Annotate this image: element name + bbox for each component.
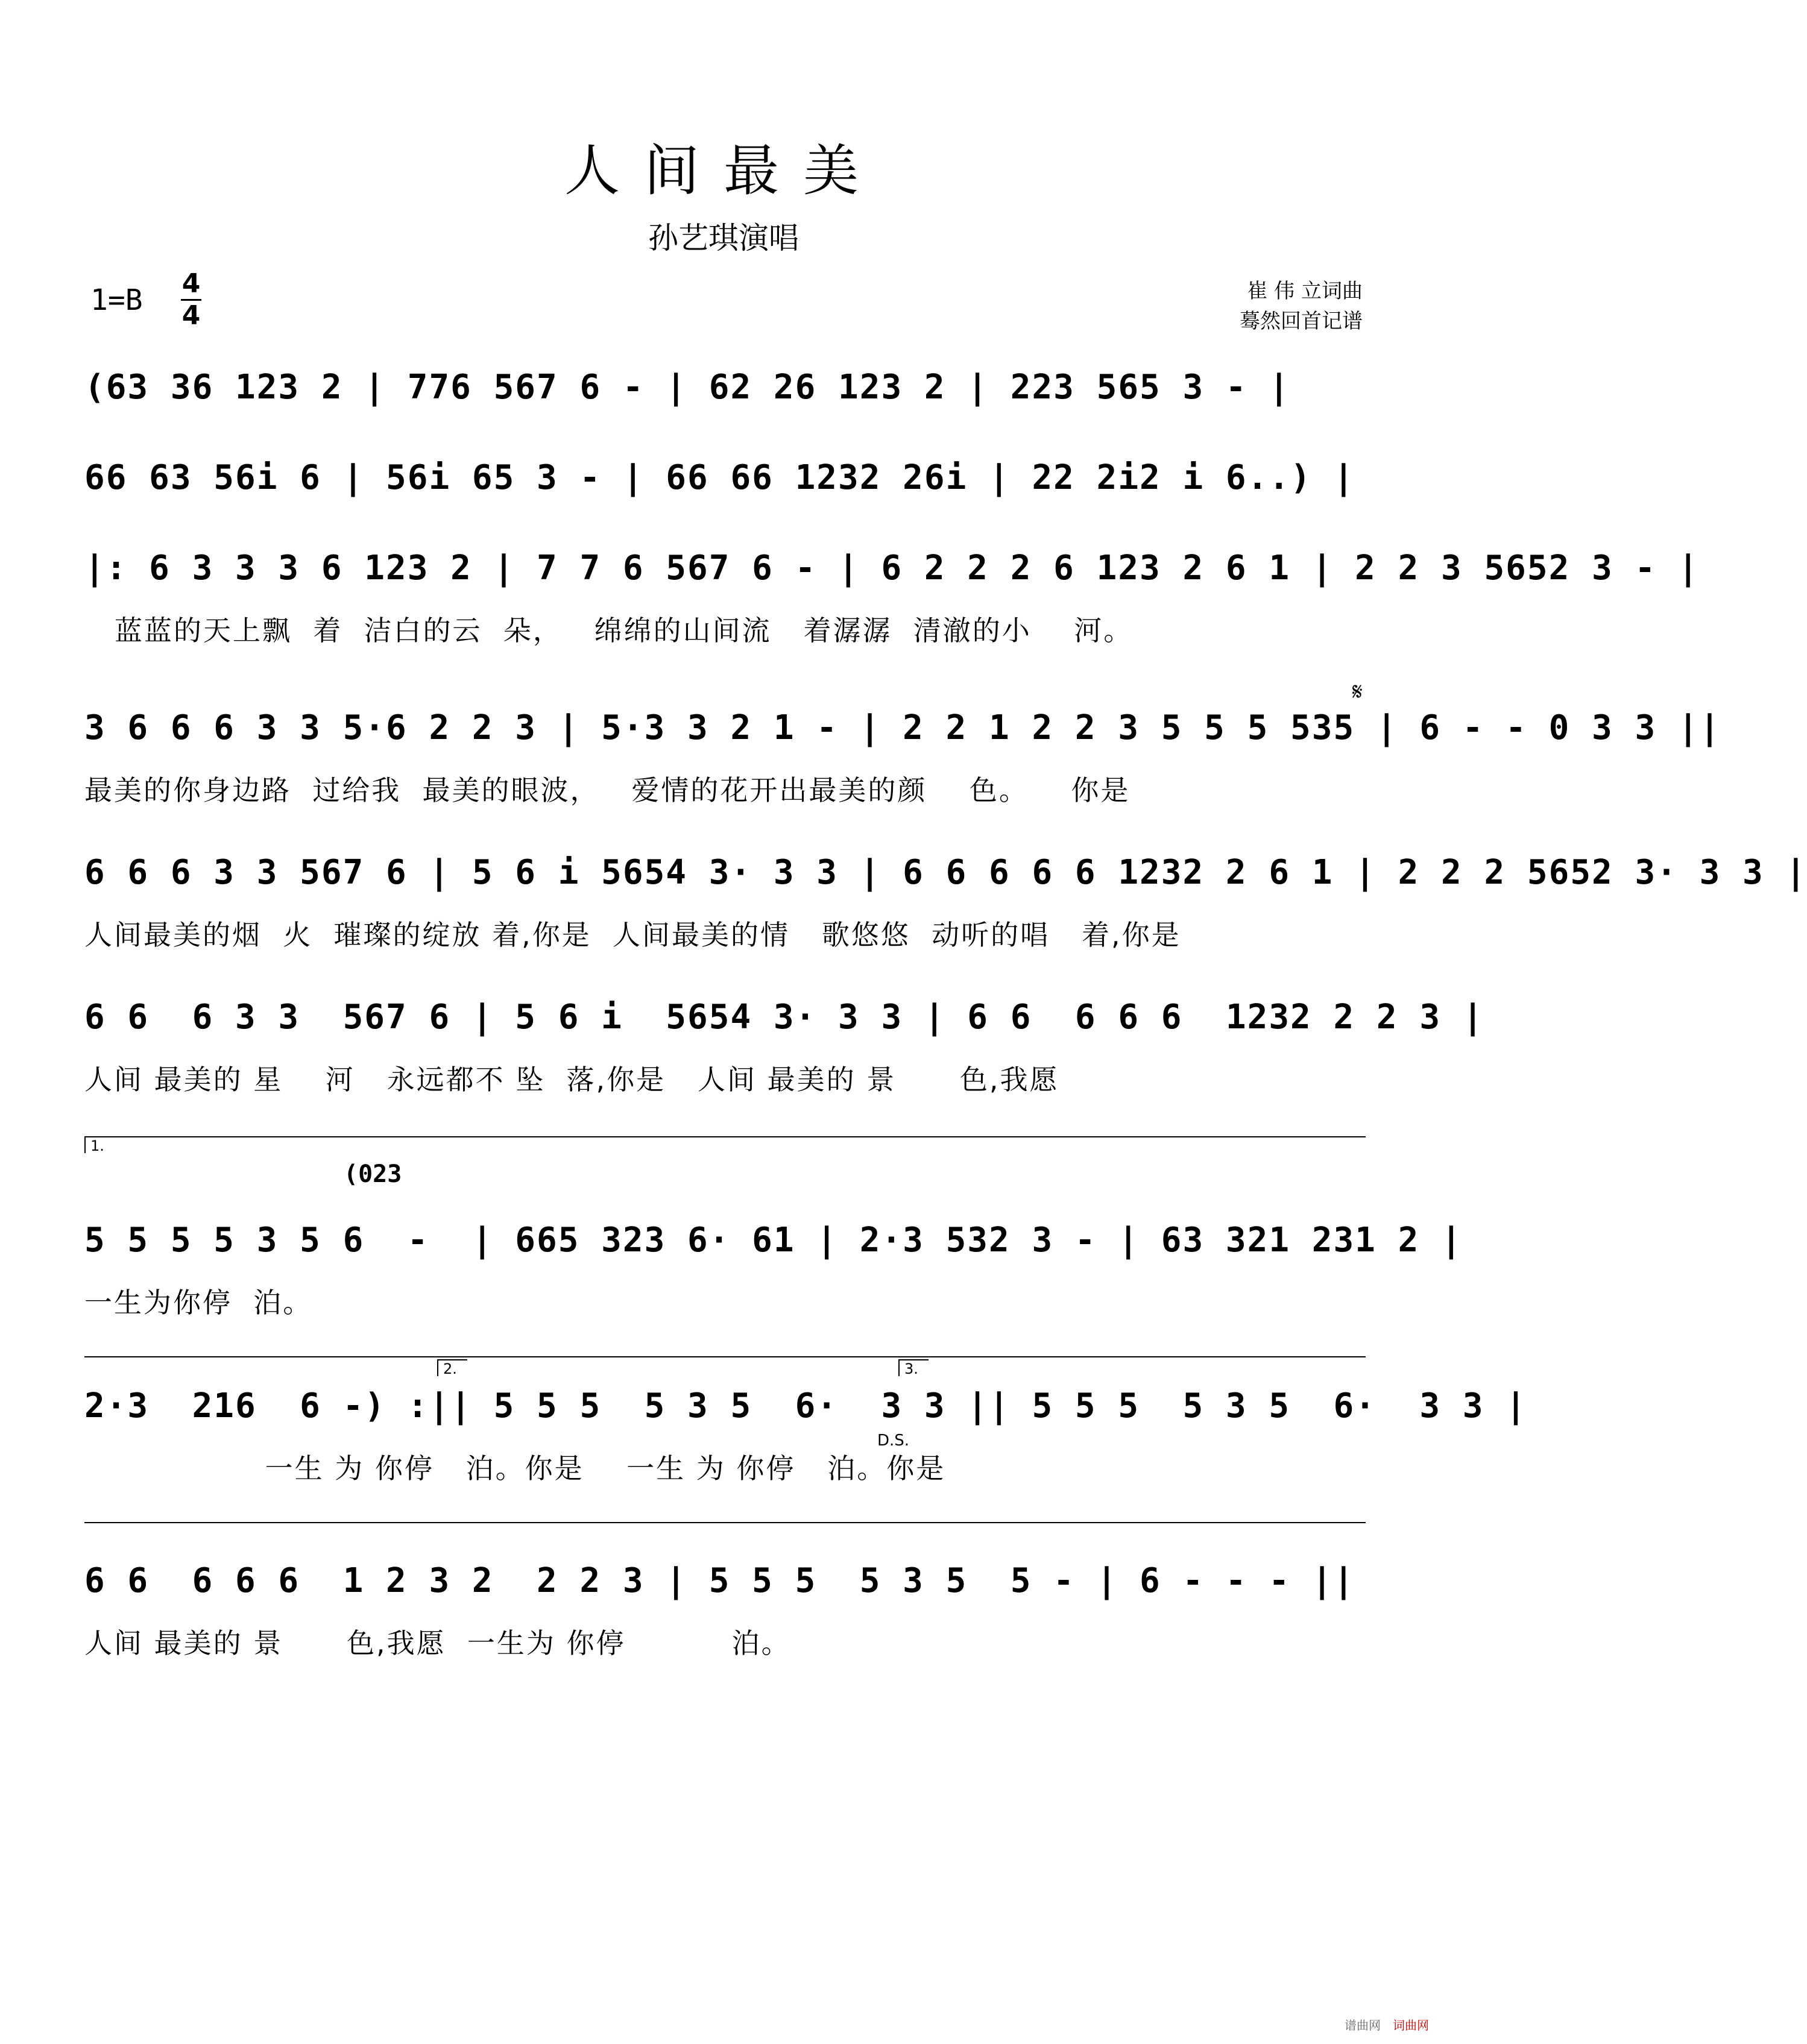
time-signature	[181, 270, 201, 330]
time-sig-top: 4	[181, 268, 201, 299]
lyrics-line: 一生为你停 泊。	[84, 1286, 313, 1319]
segno-sign: 𝄋	[1352, 678, 1363, 706]
performer-subtitle: 孙艺琪演唱	[648, 221, 799, 256]
notes-line: 5 5 5 5 3 5 6 - | 665 323 6· 61 | 2·3 532 3 - | 63 321 231 2 |	[84, 1221, 1463, 1260]
lyrics-line: 最美的你身边路 过给我 最美的眼波， 爱情的花开出最美的颜 色。 你是	[84, 774, 1131, 807]
notes-line: 6 6 6 6 6 1 2 3 2 2 2 3 | 5 5 5 5 3 5 5 - | 6 - - - ||	[84, 1561, 1355, 1600]
volta-bracket-line	[84, 1136, 1366, 1137]
page-title: 人间最美	[564, 139, 883, 203]
lyrics-line: 人间最美的烟 火 璀璨的绽放 着,你是 人间最美的情 歌悠悠 动听的唱 着,你是	[84, 919, 1181, 951]
watermark-site-1: 谱曲网	[1345, 2018, 1381, 2033]
lyrics-line: 人间 最美的 景 色,我愿 一生为 你停 泊。	[84, 1627, 791, 1659]
notes-line: 6 6 6 3 3 567 6 | 5 6 i 5654 3· 3 3 | 6 6 6 6 6 1232 2 2 3 |	[84, 998, 1484, 1037]
lyrics-line: 一生 为 你停 泊。你是 一生 为 你停 泊。你是	[84, 1452, 946, 1485]
lyrics-line: 人间 最美的 星 河 永远都不 坠 落,你是 人间 最美的 景 色,我愿	[84, 1063, 1059, 1096]
notes-line: 3 6 6 6 3 3 5·6 2 2 3 | 5·3 3 2 1 - | 2 2 1 2 2 3 5 5 5 535 | 6 - - 0 3 3 ||	[84, 708, 1721, 747]
notes-line: (63 36 123 2 | 776 567 6 - | 62 26 123 2 | 223 565 3 - |	[84, 368, 1291, 407]
volta-bracket-line	[84, 1356, 1366, 1357]
watermark-site-2: 词曲网	[1393, 2018, 1429, 2033]
notes-line: 2·3 216 6 -) :|| 5 5 5 5 3 5 6· 3 3 || 5 5 5 5 3 5 6· 3 3 |	[84, 1386, 1527, 1426]
volta-3: 3.	[898, 1359, 929, 1376]
time-sig-bottom: 4	[181, 300, 201, 331]
key-signature: 1=B	[90, 283, 143, 317]
transcriber-credit: 蓦然回首记谱	[1240, 309, 1363, 333]
notes-line: 66 63 56i 6 | 56i 65 3 - | 66 66 1232 26i | 22 2i2 i 6..) |	[84, 458, 1355, 497]
lyricist-composer-credit: 崔 伟 立词曲	[1247, 279, 1363, 303]
volta-2: 2.	[437, 1359, 467, 1376]
notes-line: |: 6 3 3 3 6 123 2 | 7 7 6 567 6 - | 6 2 2 2 6 123 2 6 1 | 2 2 3 5652 3 - |	[84, 549, 1700, 588]
notes-line: 6 6 6 3 3 567 6 | 5 6 i 5654 3· 3 3 | 6 6 6 6 6 1232 2 6 1 | 2 2 2 5652 3· 3 3 |	[84, 853, 1807, 892]
lyrics-line: 蓝蓝的天上飘 着 洁白的云 朵， 绵绵的山间流 着潺潺 清澈的小 河。	[115, 614, 1134, 647]
volta-1: 1.	[84, 1136, 115, 1153]
pickup-notes: (023	[344, 1160, 402, 1188]
ds-mark: D.S.	[877, 1432, 910, 1450]
volta-bracket-line	[84, 1522, 1366, 1523]
